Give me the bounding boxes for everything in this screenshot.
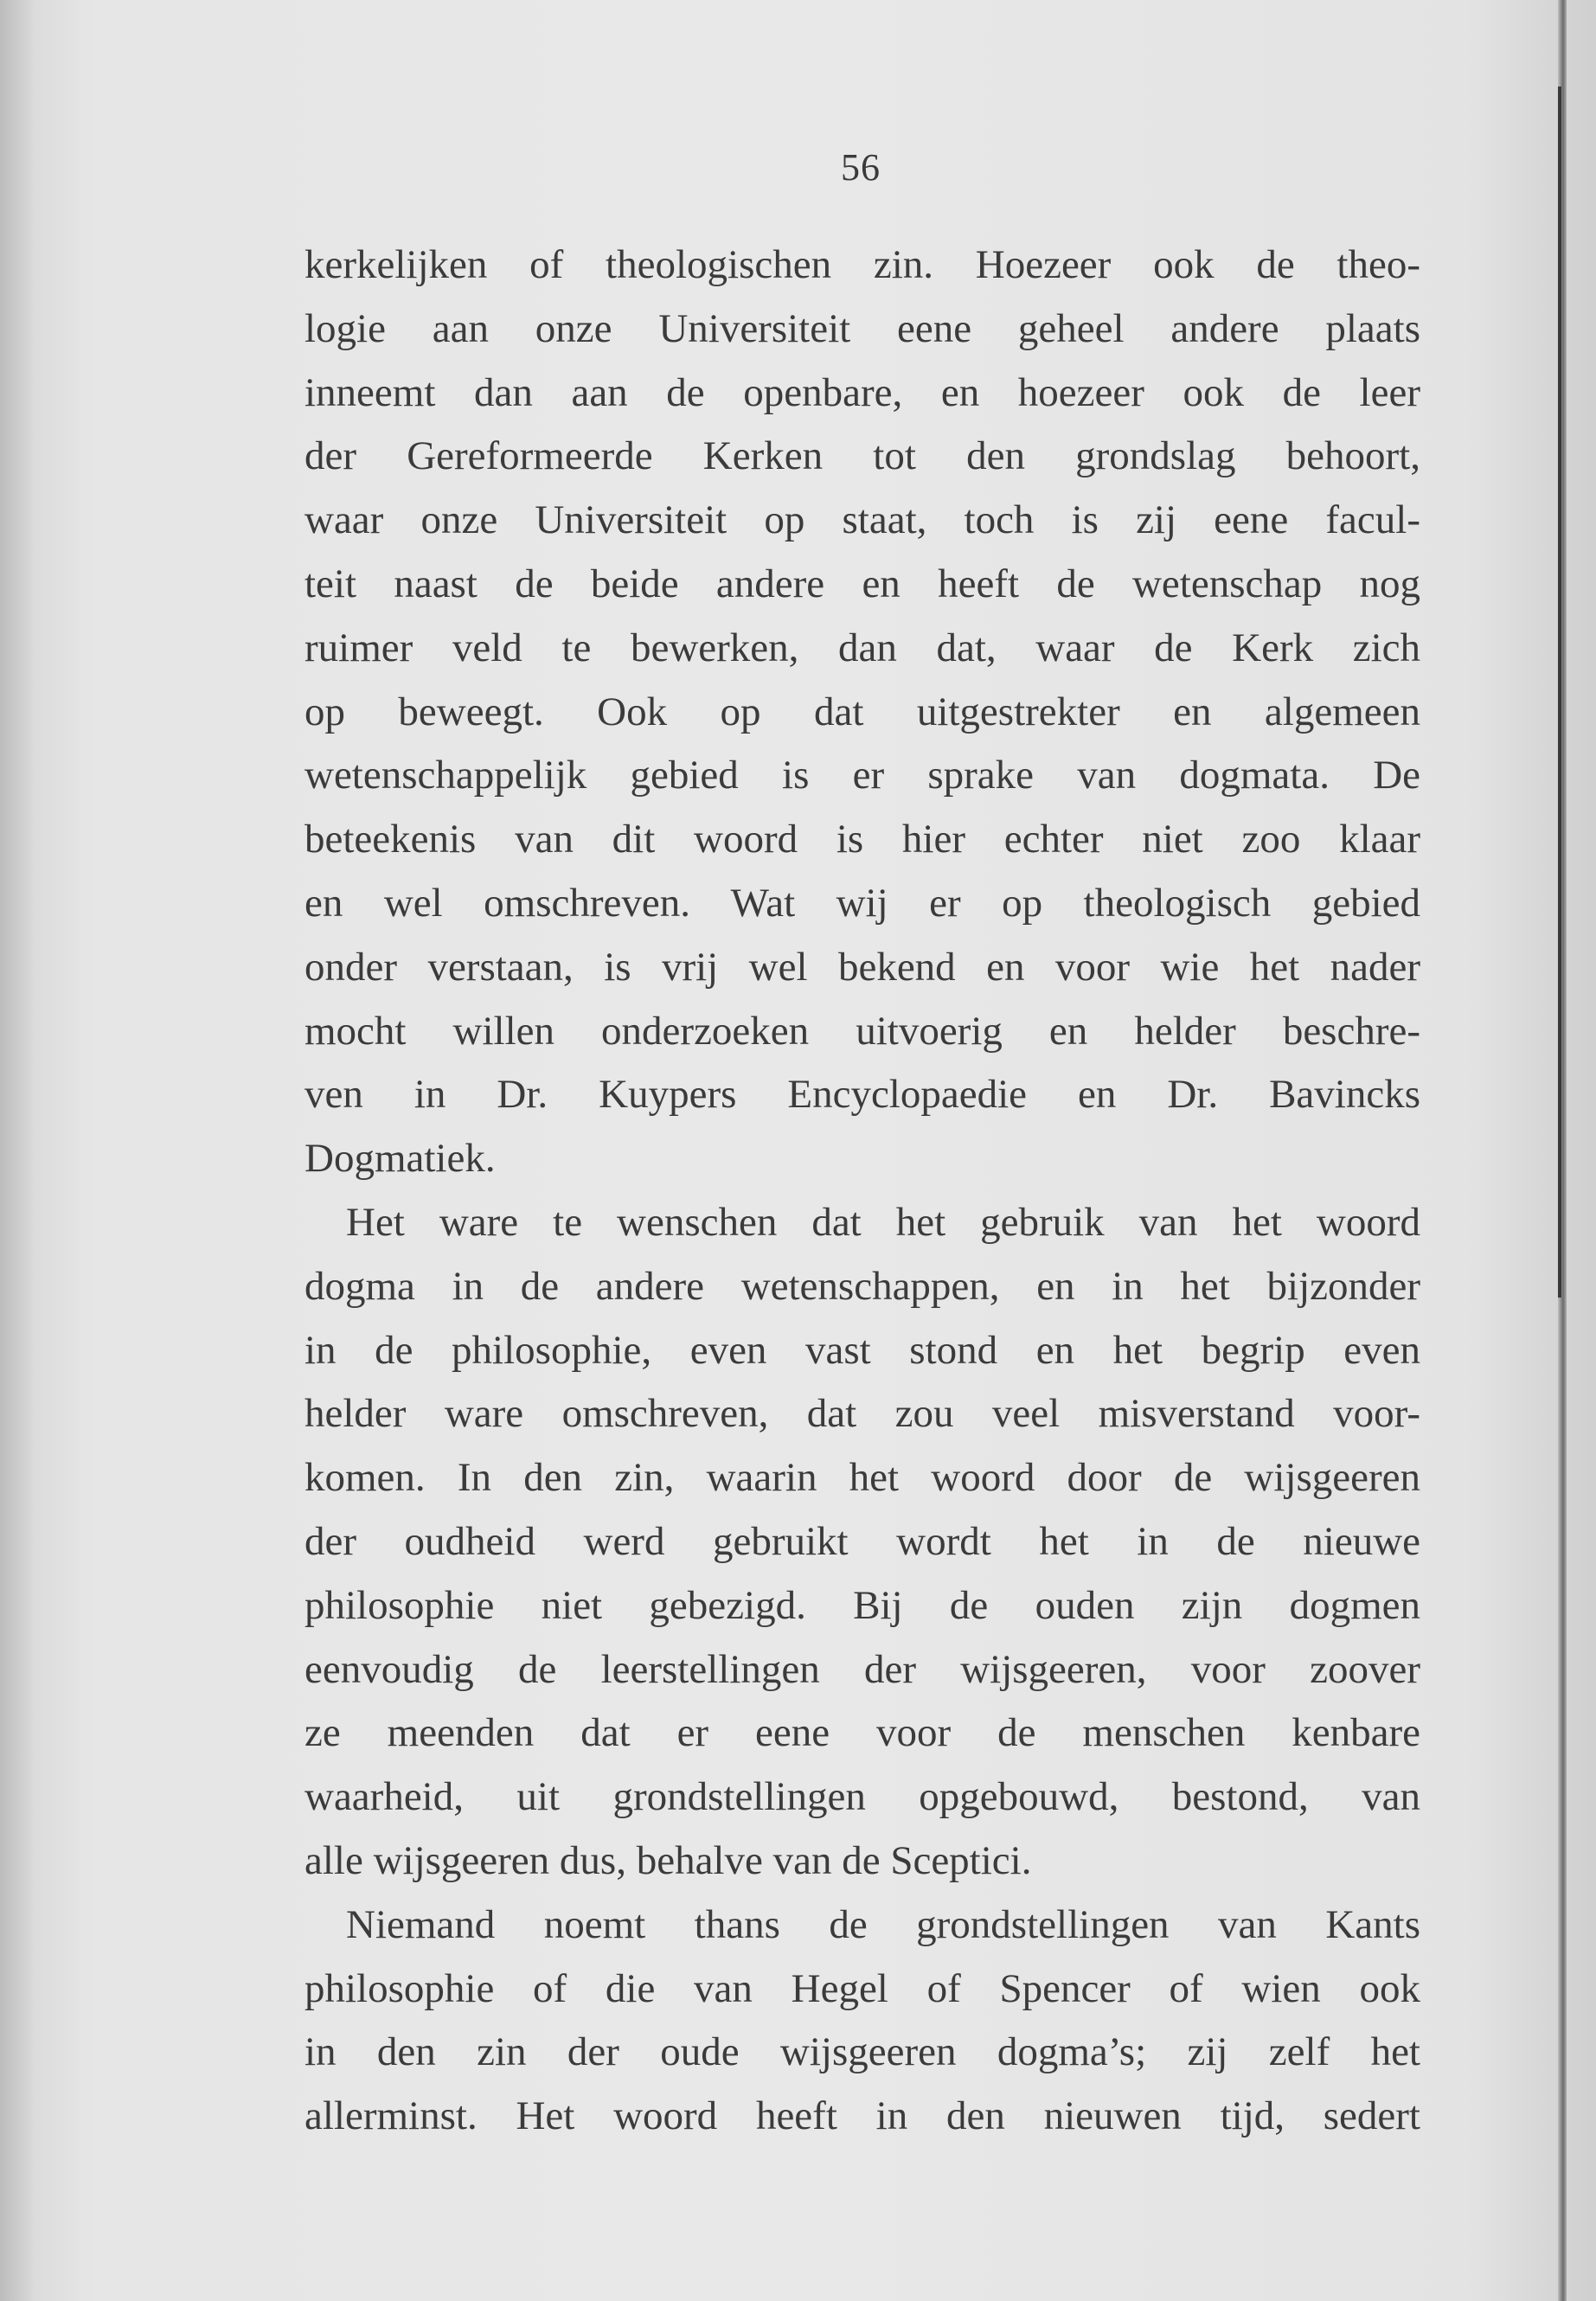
text-line: kerkelijken of theologischen zin. Hoezeer ook de theo- <box>304 242 1420 287</box>
text-line: philosophie niet gebezigd. Bij de ouden zijn dogmen <box>304 1582 1420 1628</box>
text-line: waarheid, uit grondstellingen opgebouwd, bestond, van <box>304 1774 1420 1820</box>
text-line: wetenschappelijk gebied is er sprake van dogmata. De <box>304 753 1420 798</box>
text-line: philosophie of die van Hegel of Spencer of wien ook <box>304 1965 1420 2011</box>
text-line: onder verstaan, is vrij wel bekend en voor wie het nader <box>304 944 1420 990</box>
text-line: in den zin der oude wijsgeeren dogma’s; zij zelf het <box>304 2029 1420 2075</box>
text-line: der oudheid werd gebruikt wordt het in de nieuwe <box>304 1518 1420 1564</box>
paragraph-first-line: Het ware te wenschen dat het gebruik van het woord <box>346 1199 1420 1245</box>
text-line: teit naast de beide andere en heeft de wetenschap nog <box>304 561 1420 606</box>
text-line: komen. In den zin, waarin het woord door de wijsgeeren <box>304 1455 1420 1501</box>
paragraph-first-line: Niemand noemt thans de grondstellingen van Kants <box>346 1901 1420 1947</box>
paragraph-end-line: alle wijsgeeren dus, behalve van de Sceptici. <box>304 1837 1032 1883</box>
binding-shadow <box>0 0 35 2301</box>
text-line: waar onze Universiteit op staat, toch is zij eene facul- <box>304 497 1420 543</box>
page-edge-shadow <box>1558 87 1561 1298</box>
page-number: 56 <box>841 146 881 189</box>
text-line: eenvoudig de leerstellingen der wijsgeeren, voor zoover <box>304 1646 1420 1692</box>
text-line: op beweegt. Ook op dat uitgestrekter en algemeen <box>304 689 1420 734</box>
text-line: in de philosophie, even vast stond en het begrip even <box>304 1327 1420 1373</box>
text-line: ruimer veld te bewerken, dan dat, waar de Kerk zich <box>304 625 1420 670</box>
text-line: dogma in de andere wetenschappen, en in het bijzonder <box>304 1263 1420 1309</box>
text-line: en wel omschreven. Wat wij er op theologisch gebied <box>304 880 1420 926</box>
text-line: ven in Dr. Kuypers Encyclopaedie en Dr. Bavincks <box>304 1072 1420 1118</box>
text-line: ze meenden dat er eene voor de menschen kenbare <box>304 1710 1420 1756</box>
text-line: mocht willen onderzoeken uitvoerig en helder beschre- <box>304 1008 1420 1054</box>
text-line: helder ware omschreven, dat zou veel misverstand voor- <box>304 1391 1420 1437</box>
body-text <box>304 234 1420 2149</box>
text-line: inneemt dan aan de openbare, en hoezeer ook de leer <box>304 369 1420 415</box>
text-line: beteekenis van dit woord is hier echter niet zoo klaar <box>304 817 1420 862</box>
paragraph-end-line: Dogmatiek. <box>304 1136 496 1182</box>
text-line: logie aan onze Universiteit eene geheel andere plaats <box>304 305 1420 351</box>
text-line: der Gereformeerde Kerken tot den grondslag behoort, <box>304 433 1420 479</box>
text-line: allerminst. Het woord heeft in den nieuwen tijd, sedert <box>304 2093 1420 2139</box>
